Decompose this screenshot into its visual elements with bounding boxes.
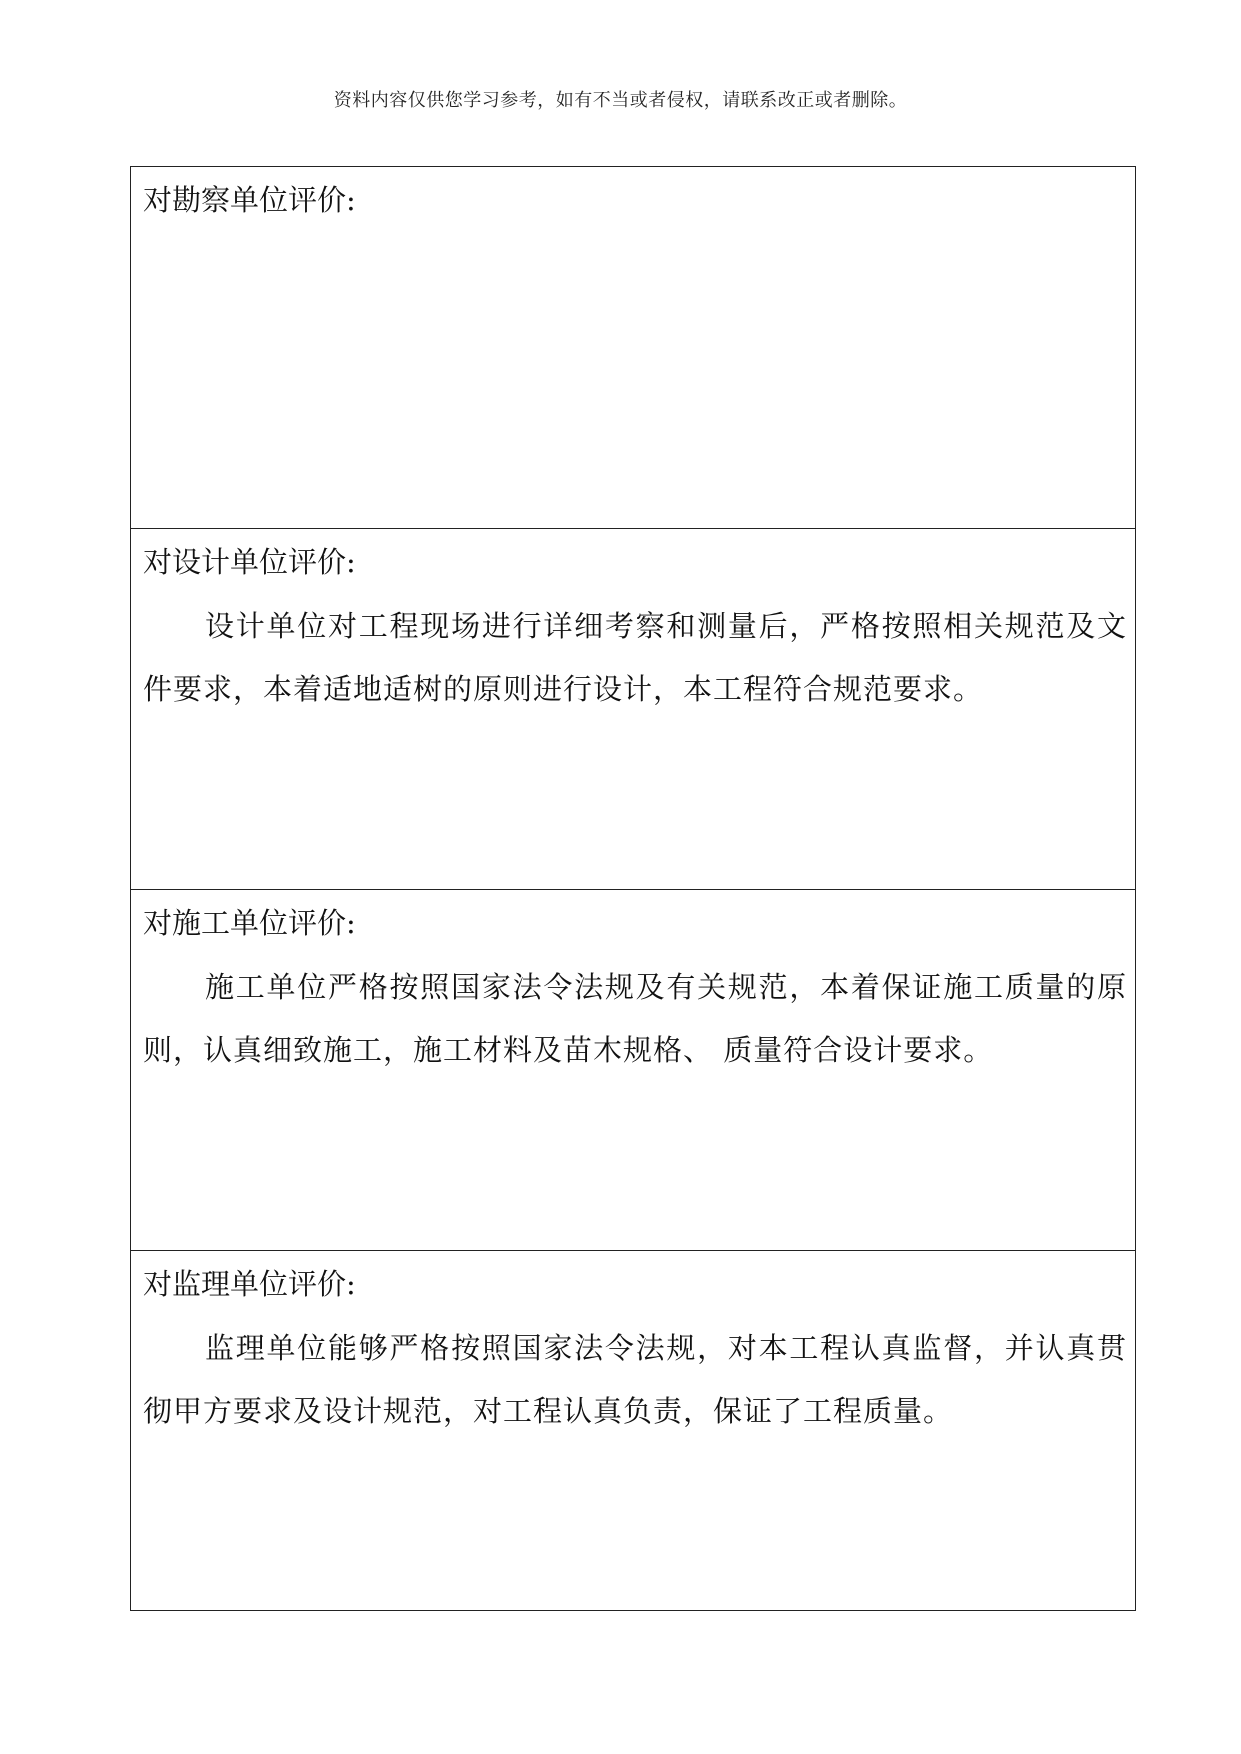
design-unit-evaluation xyxy=(131,528,1135,889)
section-title: 对监理单位评价: xyxy=(143,1267,356,1301)
section-body: 设计单位对工程现场进行详细考察和测量后，严格按照相关规范及文件要求，本着适地适树的原则进行设计，本工程符合规范要求。 xyxy=(143,609,1127,706)
page-header-disclaimer: 资料内容仅供您学习参考，如有不当或者侵权，请联系改正或者删除。 xyxy=(333,90,908,111)
section-title: 对设计单位评价: xyxy=(143,545,356,579)
survey-unit-evaluation xyxy=(131,167,1135,528)
section-body: 监理单位能够严格按照国家法令法规，对本工程认真监督，并认真贯彻甲方要求及设计规范，对工程认真负责，保证了工程质量。 xyxy=(143,1331,1127,1428)
section-body: 施工单位严格按照国家法令法规及有关规范，本着保证施工质量的原则，认真细致施工，施工材料及苗木规格、 质量符合设计要求。 xyxy=(143,970,1127,1067)
section-title: 对勘察单位评价: xyxy=(143,183,356,217)
section-title: 对施工单位评价: xyxy=(143,906,356,940)
evaluation-table xyxy=(130,166,1136,1611)
supervision-unit-evaluation xyxy=(131,1250,1135,1610)
construction-unit-evaluation xyxy=(131,889,1135,1250)
